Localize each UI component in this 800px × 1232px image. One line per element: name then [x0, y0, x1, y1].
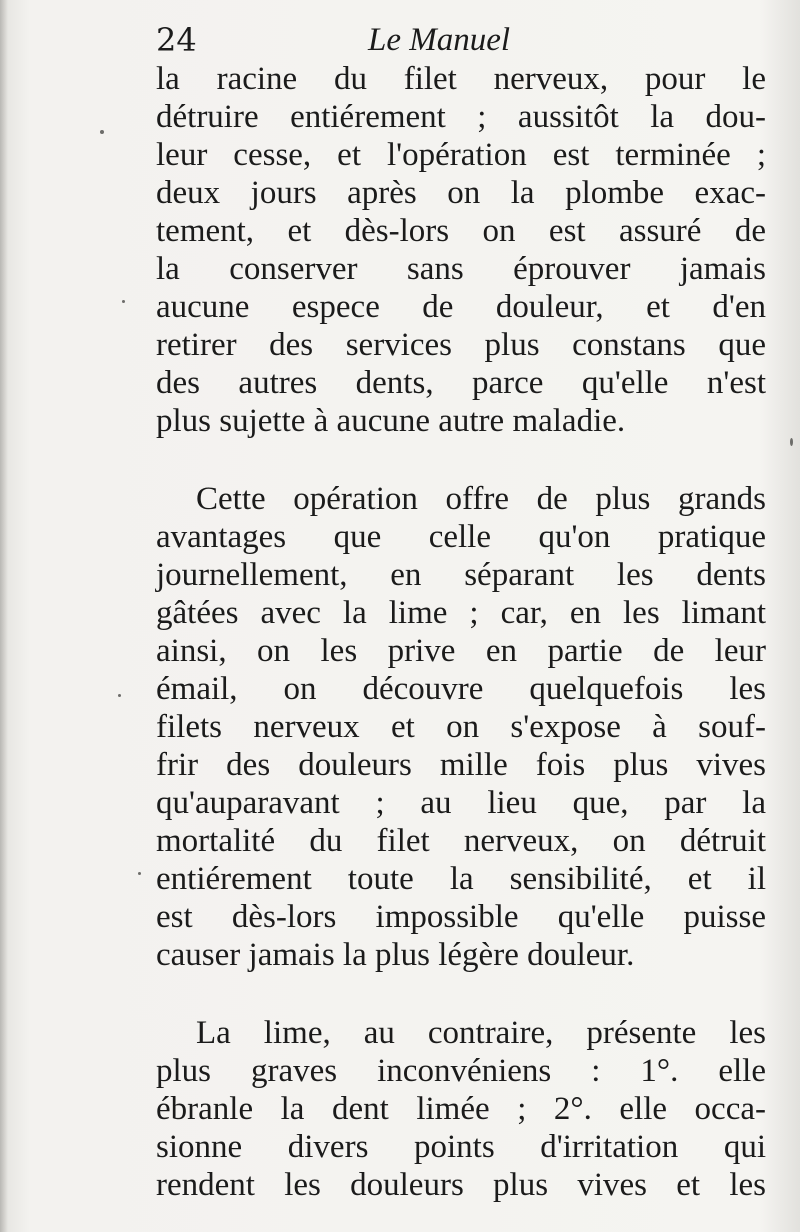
ink-speck — [138, 872, 141, 875]
paragraph-3 — [156, 1014, 766, 1204]
text-line: sionne divers points d'irritation qui — [156, 1129, 766, 1165]
text-line: causer jamais la plus légère douleur. — [156, 937, 635, 973]
paragraph-gap — [156, 440, 766, 480]
text-line: ainsi, on les prive en partie de leur — [156, 633, 766, 669]
text-line: la conserver sans éprouver jamais — [156, 251, 766, 287]
text-line: ébranle la dent limée ; 2°. elle occa- — [156, 1091, 766, 1127]
text-line: Cette opération offre de plus grands — [196, 481, 766, 517]
page-header — [156, 18, 766, 62]
text-line: est dès-lors impossible qu'elle puisse — [156, 899, 766, 935]
text-line: journellement, en séparant les dents — [156, 557, 766, 593]
body-text — [156, 60, 766, 1204]
ink-speck — [100, 130, 104, 134]
paragraph-1 — [156, 60, 766, 440]
text-line: avantages que celle qu'on pratique — [156, 519, 766, 555]
text-line: rendent les douleurs plus vives et les — [156, 1167, 766, 1203]
text-line: qu'auparavant ; au lieu que, par la — [156, 785, 766, 821]
text-line: deux jours après on la plombe exac- — [156, 175, 766, 211]
text-line: aucune espece de douleur, et d'en — [156, 289, 766, 325]
text-line: gâtées avec la lime ; car, en les limant — [156, 595, 766, 631]
ink-speck — [118, 694, 121, 697]
paragraph-2 — [156, 480, 766, 974]
text-line: détruire entiérement ; aussitôt la dou- — [156, 99, 766, 135]
text-line: retirer des services plus constans que — [156, 327, 766, 363]
ink-speck — [122, 300, 125, 303]
text-line: émail, on découvre quelquefois les — [156, 671, 766, 707]
running-title: Le Manuel — [368, 22, 511, 58]
text-line: tement, et dès-lors on est assuré de — [156, 213, 766, 249]
page-edge-shadow — [0, 0, 8, 1232]
text-line: entiérement toute la sensibilité, et il — [156, 861, 766, 897]
text-line: plus graves inconvéniens : 1°. elle — [156, 1053, 766, 1089]
text-line: la racine du filet nerveux, pour le — [156, 61, 766, 97]
text-line: frir des douleurs mille fois plus vives — [156, 747, 766, 783]
text-line: mortalité du filet nerveux, on détruit — [156, 823, 766, 859]
ink-speck — [790, 438, 793, 446]
page-number: 24 — [156, 21, 197, 59]
text-line: leur cesse, et l'opération est terminée ; — [156, 137, 766, 173]
text-line: filets nerveux et on s'expose à souf- — [156, 709, 766, 745]
text-line: des autres dents, parce qu'elle n'est — [156, 365, 766, 401]
paragraph-gap — [156, 974, 766, 1014]
text-line: La lime, au contraire, présente les — [196, 1015, 766, 1051]
text-line: plus sujette à aucune autre maladie. — [156, 403, 626, 439]
